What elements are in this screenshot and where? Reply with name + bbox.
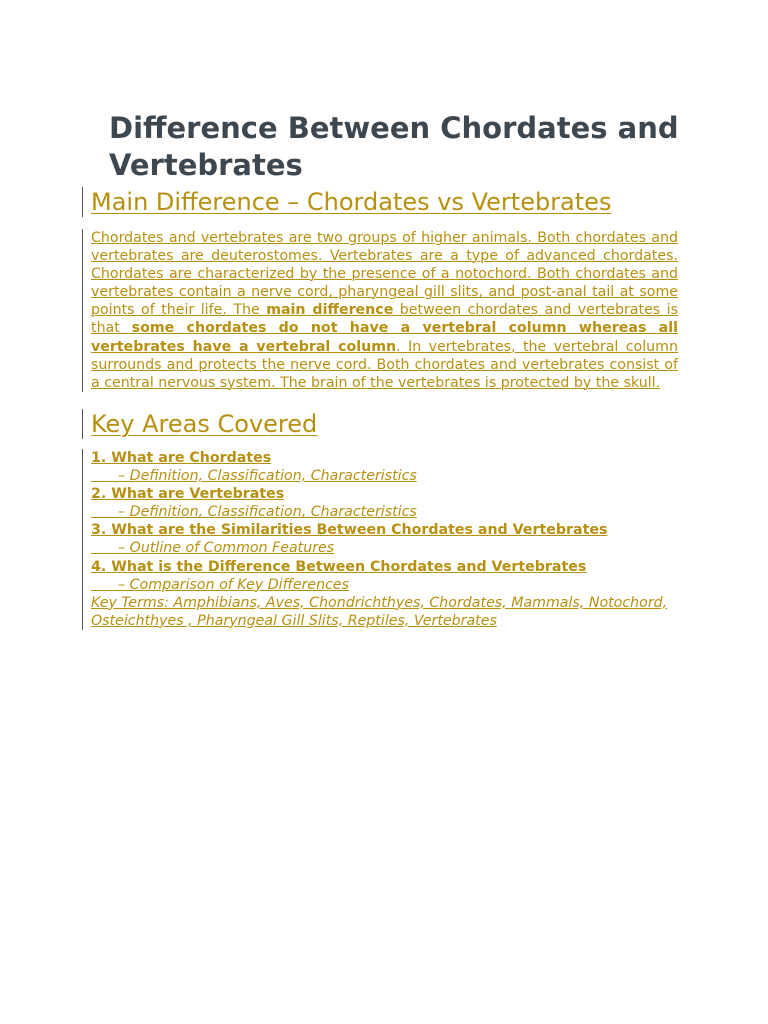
intro-text-2: between chordates and vertebrates is that [91,302,678,337]
main-difference-heading-block [82,187,611,217]
key-areas-list-block [82,449,678,630]
intro-paragraph-block [82,229,678,392]
key-areas-heading[interactable]: Key Areas Covered [91,410,318,438]
intro-text-1: Chordates and vertebrates are two groups of higher animals. Both chordates and vertebrates are deuterostomes. Vertebrates are a type of advanced chordates. Chordates are characterized by the presence of a notochord. Both chordates and vertebrates contain a nerve cord, pharyngeal gill slits, and post-anal tail at some points of their life. The [91,230,678,319]
intro-text-3: . In vertebrates, the vertebral column surrounds and protects the nerve cord. Both chordates and vertebrates consist of a central nervous system. The brain of the vertebrates is protected by the skull. [91,338,678,391]
key-terms[interactable]: Key Terms: Amphibians, Aves, Chondrichthyes, Chordates, Mammals, Notochord, Osteichthyes , Pharyngeal Gill Slits, Reptiles, Vertebrates [91,594,668,629]
intro-bold-key-statement: some chordates do not have a vertebral column whereas all vertebrates have a vertebral column [91,320,678,355]
key-area-1-subtitle[interactable]: – Definition, Classification, Characteristics [91,468,417,485]
key-area-3-subtitle[interactable]: – Outline of Common Features [91,540,335,557]
intro-bold-main-difference: main difference [266,302,394,319]
key-area-3-title[interactable]: 3. What are the Similarities Between Chordates and Vertebrates [91,522,608,539]
key-area-1-title[interactable]: 1. What are Chordates [91,450,272,466]
key-areas-list [91,449,678,630]
intro-paragraph[interactable] [91,229,678,392]
page-title: Difference Between Chordates and Vertebrates [109,111,679,182]
key-areas-heading-block [82,409,317,439]
key-area-2-subtitle[interactable]: – Definition, Classification, Characteristics [91,504,417,521]
key-area-4-subtitle[interactable]: – Comparison of Key Differences [91,576,350,593]
key-area-4-title[interactable]: 4. What is the Difference Between Chordates and Vertebrates [91,558,587,575]
key-area-2-title[interactable]: 2. What are Vertebrates [91,486,285,503]
main-difference-heading[interactable]: Main Difference – Chordates vs Vertebrates [91,188,612,216]
